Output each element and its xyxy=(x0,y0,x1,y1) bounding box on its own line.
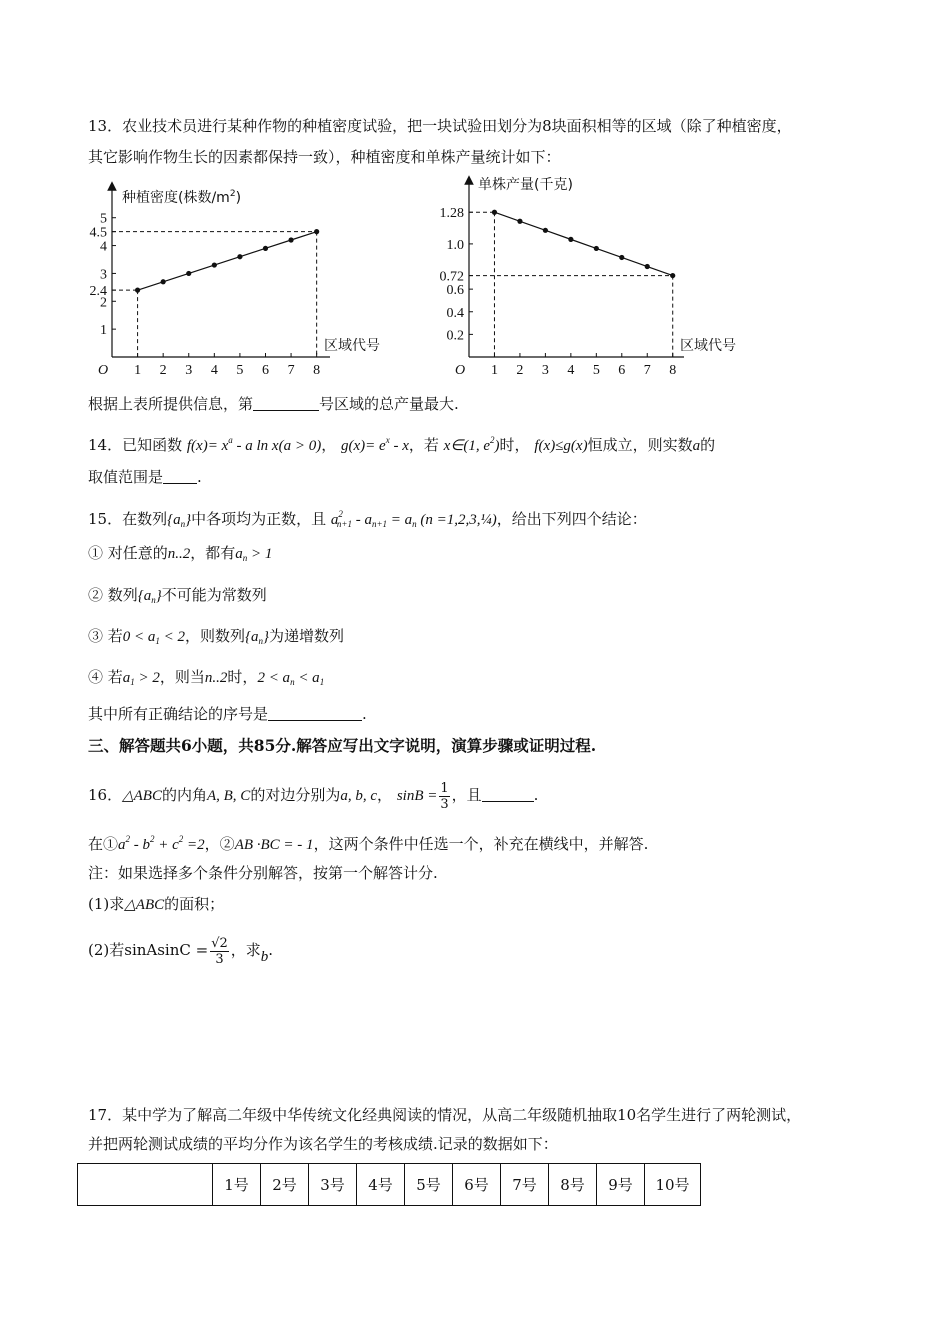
y-tick-label: 0.2 xyxy=(446,328,464,344)
q14-a-var: a xyxy=(692,438,701,454)
density-origin: O xyxy=(98,363,109,378)
q14-comma: ， xyxy=(321,436,337,454)
x-tick-label: 3 xyxy=(541,363,549,378)
data-point xyxy=(263,246,268,251)
data-point xyxy=(517,219,522,224)
q17-text-line1: 17．某中学为了解高二年级中华传统文化经典阅读的情况，从高二年级随机抽取10名学生进行了两轮测试， xyxy=(88,1106,802,1124)
data-point xyxy=(288,237,293,242)
table-header-cell: 7号 xyxy=(501,1164,549,1206)
q15-statement-1: ① 对任意的n..2，都有$a_n > 1$ xyxy=(88,544,273,563)
q16-line2: 在$①a^2 - b^2 + c^2 =2$，②AB ·BC = - 1，这两个条件中任选一个，补充在横线中，并解答. xyxy=(88,834,649,853)
q14-line2 xyxy=(88,466,202,488)
section-3-heading: 三、解答题共6小题，共85分.解答应写出文字说明，演算步骤或证明过程. xyxy=(88,736,597,755)
table-header-cell: 3号 xyxy=(309,1164,357,1206)
q14-domain: x∈(1, $e^2$) xyxy=(443,435,500,454)
x-tick-label: 1 xyxy=(490,363,498,378)
x-tick-label: 6 xyxy=(618,363,626,378)
yield-x-label: 区域代号 xyxy=(680,338,736,354)
table-header-cell: 4号 xyxy=(357,1164,405,1206)
q15-question: 其中所有正确结论的序号是 . xyxy=(88,705,367,723)
yield-y-label: 单株产量(千克) xyxy=(478,177,573,193)
x-tick-label: 5 xyxy=(592,363,600,378)
density-chart xyxy=(80,172,420,382)
q13-question-post: 号区域的总产量最大. xyxy=(319,395,459,413)
q14-if: ，若 xyxy=(408,436,439,454)
q14-prefix: 14．已知函数 xyxy=(88,436,183,454)
q16-note: 注：如果选择多个条件分别解答，按第一个解答计分. xyxy=(88,864,438,882)
q16-sinb-fraction: $\frac{1}{3}$ xyxy=(440,780,449,812)
q15-prefix: 15．在数列 xyxy=(88,510,168,528)
data-point xyxy=(237,254,242,259)
x-tick-label: 2 xyxy=(516,363,524,378)
y-tick-label: 1.28 xyxy=(439,206,464,222)
table-header-cell xyxy=(78,1164,213,1206)
x-tick-label: 7 xyxy=(287,363,295,378)
y-tick-label: 5 xyxy=(100,211,107,227)
table-header-cell: 9号 xyxy=(597,1164,645,1206)
q13-text-line2: 其它影响作物生长的因素都保持一致），种植密度和单株产量统计如下： xyxy=(88,148,561,166)
data-point xyxy=(619,255,624,260)
y-tick-label: 1 xyxy=(100,323,107,339)
data-point xyxy=(135,288,140,293)
q16-part-2: (2)若sinAsinC = $\frac{√2}{3}$ ，求b. xyxy=(88,935,274,967)
y-tick-label: 0.4 xyxy=(446,305,464,321)
y-tick-label: 2.4 xyxy=(89,284,107,300)
q16-part-1: (1)求△ABC的面积； xyxy=(88,895,225,913)
q16-sin-product-fraction: $\frac{√2}{3}$ xyxy=(211,935,228,967)
q14-answer-blank[interactable] xyxy=(163,469,197,484)
x-tick-label: 4 xyxy=(210,363,218,378)
y-tick-label: 4 xyxy=(100,239,107,255)
data-point xyxy=(568,237,573,242)
data-point xyxy=(212,262,217,267)
q15-sequence: $\{a_n\}$ xyxy=(167,512,192,529)
q14-fx: $f(x)= x^a - a$ ln x(a > 0) xyxy=(186,435,322,454)
x-tick-label: 7 xyxy=(643,363,651,378)
x-tick-label: 5 xyxy=(236,363,244,378)
data-point xyxy=(161,279,166,284)
density-y-label: 种植密度(株数$/m^2$) xyxy=(122,189,242,206)
q16-condition-blank[interactable] xyxy=(482,787,534,802)
q15-tail: ，给出下列四个结论： xyxy=(496,510,647,528)
data-point xyxy=(645,264,650,269)
x-tick-label: 8 xyxy=(669,363,677,378)
data-point xyxy=(314,229,319,234)
table-header-cell: 6号 xyxy=(453,1164,501,1206)
table-header-cell: 2号 xyxy=(261,1164,309,1206)
x-tick-label: 1 xyxy=(134,363,142,378)
q16-line1: 16．△ABC的内角A, B, C的对边分别为a, b, c， sinB = $\frac{1}{3}$ ，且 . xyxy=(88,780,539,812)
data-point xyxy=(670,273,675,278)
q14-holds: 恒成立，则实数 xyxy=(587,436,693,454)
q14-of: 的 xyxy=(700,436,716,454)
q14-gx: $g(x)= e^x - x$ xyxy=(341,435,409,454)
q14-range-text: 取值范围是 xyxy=(88,468,164,486)
x-tick-label: 6 xyxy=(261,363,269,378)
y-tick-label: 3 xyxy=(100,267,107,283)
q14-when: 时， xyxy=(499,436,530,454)
table-header-cell: 5号 xyxy=(405,1164,453,1206)
q13-question-pre: 根据上表所提供信息，第 xyxy=(88,395,254,413)
q15-mid: 中各项均为正数，且 xyxy=(191,510,327,528)
q13-answer-blank[interactable] xyxy=(253,396,319,411)
y-tick-label: 0.72 xyxy=(439,269,464,285)
yield-chart xyxy=(432,170,762,382)
q15-statement-2: ② 数列$\{a_n\}$不可能为常数列 xyxy=(88,586,267,605)
q17-score-table xyxy=(77,1163,701,1206)
q13-text-line1: 13．农业技术员进行某种作物的种植密度试验，把一块试验田划分为8块面积相等的区域（除了种植密度， xyxy=(88,117,792,135)
q15-statement-3: ③ 若$0 < a_1 < 2$，则数列$\{a_n\}$为递增数列 xyxy=(88,627,345,646)
q17-text-line2: 并把两轮测试成绩的平均分作为该名学生的考核成绩.记录的数据如下： xyxy=(88,1135,558,1153)
q14-period: . xyxy=(197,468,202,486)
q15-answer-blank[interactable] xyxy=(268,706,362,721)
y-tick-label: 1.0 xyxy=(446,237,464,253)
y-tick-label: 0.6 xyxy=(446,283,464,299)
data-point xyxy=(186,271,191,276)
table-header-cell: 10号 xyxy=(645,1164,701,1206)
table-row xyxy=(78,1164,701,1206)
q15-statement-4: ④ 若$a_1 > 2$，则当n..2时，$2 < a_n < a_1$ xyxy=(88,668,325,687)
data-point xyxy=(492,210,497,215)
data-point xyxy=(594,246,599,251)
q13-question xyxy=(88,393,459,415)
x-tick-label: 8 xyxy=(313,363,321,378)
y-tick-label: 2 xyxy=(100,295,107,311)
y-tick-label: 4.5 xyxy=(89,225,107,241)
yield-origin: O xyxy=(455,363,466,378)
table-header-cell: 8号 xyxy=(549,1164,597,1206)
x-tick-label: 2 xyxy=(159,363,167,378)
q15-line1 xyxy=(88,503,647,535)
data-point xyxy=(543,228,548,233)
density-x-label: 区域代号 xyxy=(324,338,380,354)
q15-recurrence: $a^2_{n+1} - a_{n+1} = a_n$ (n =1,2,3,¼) xyxy=(330,509,497,529)
x-tick-label: 3 xyxy=(185,363,193,378)
q14-inequality: f(x)≤g(x) xyxy=(534,438,588,454)
q14-line1 xyxy=(88,429,715,457)
table-header-cell: 1号 xyxy=(213,1164,261,1206)
x-tick-label: 4 xyxy=(567,363,575,378)
